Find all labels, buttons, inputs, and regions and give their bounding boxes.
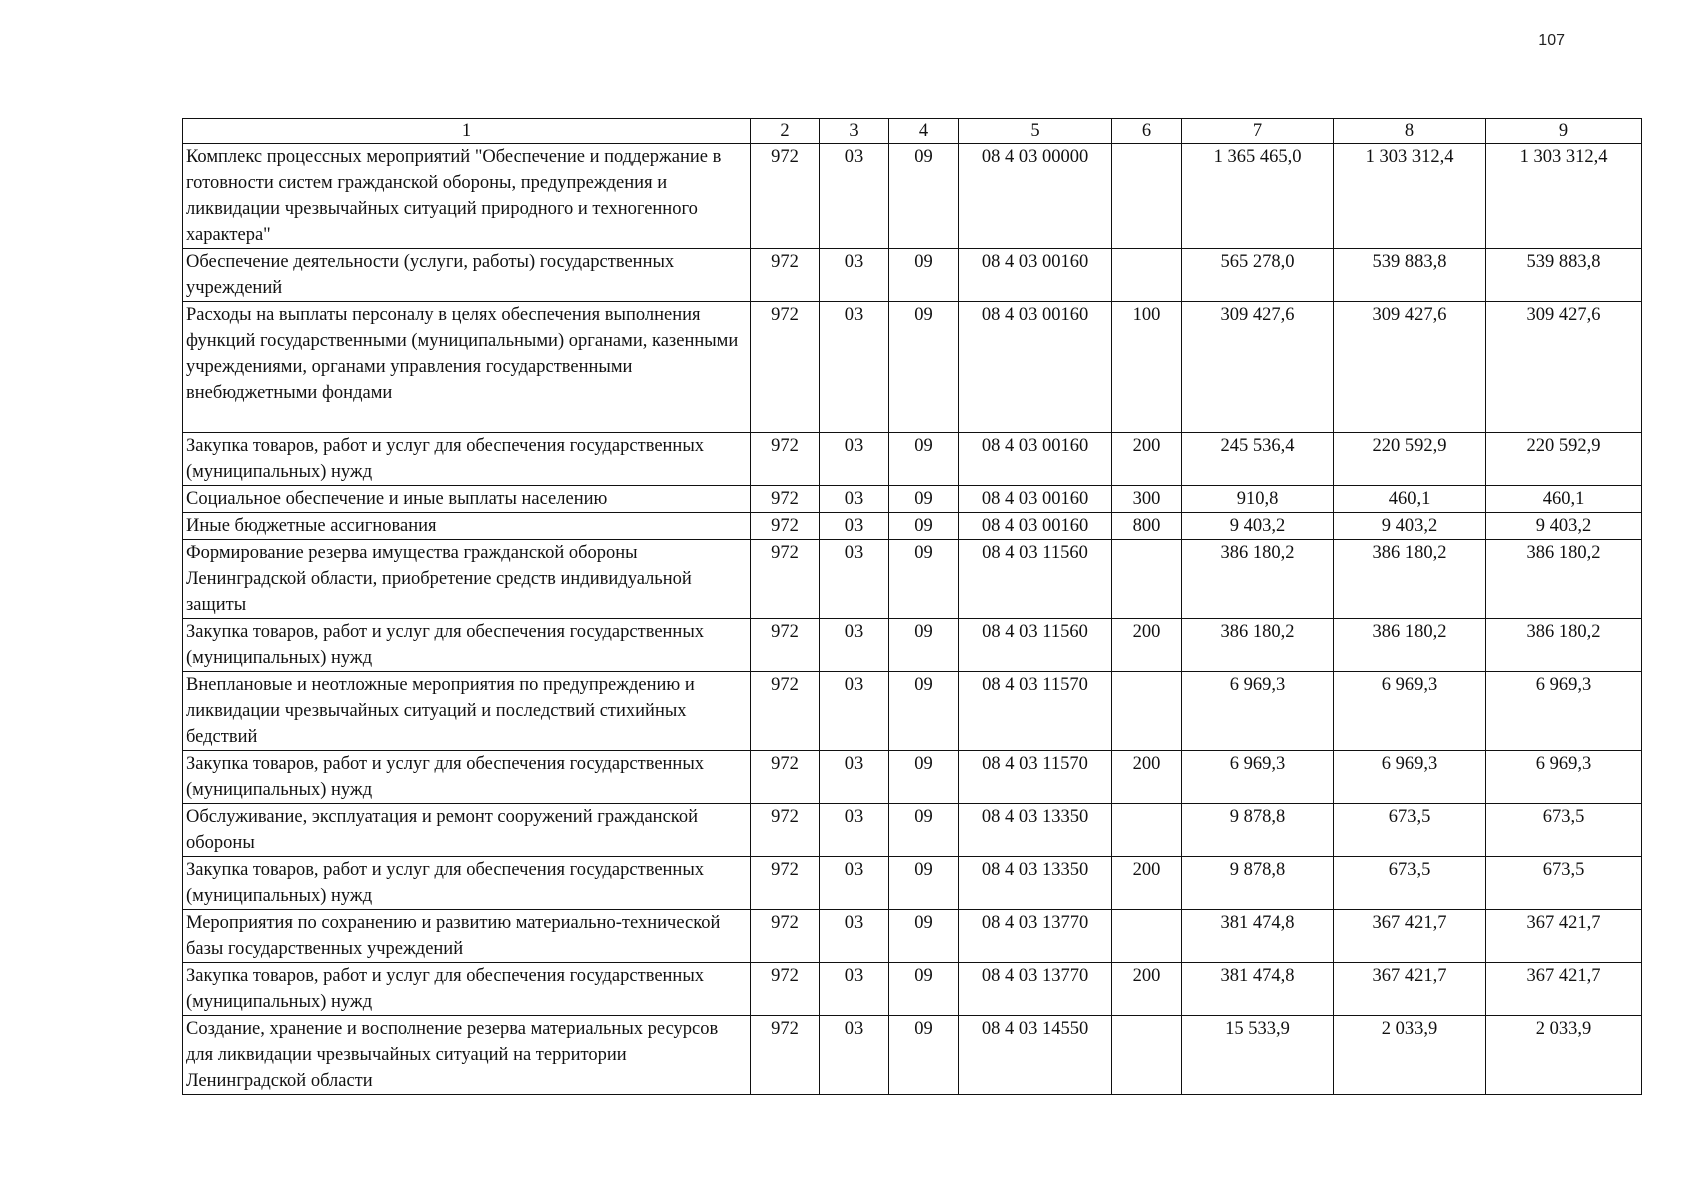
row-code-cell: 972 [751, 963, 820, 1016]
row-value-cell: 9 878,8 [1182, 804, 1334, 857]
header-cell: 8 [1334, 119, 1486, 144]
header-cell: 1 [183, 119, 751, 144]
row-name-cell: Формирование резерва имущества гражданской обороны Ленинградской области, приобретение средств индивидуальной защиты [183, 540, 751, 619]
row-value-cell: 6 969,3 [1334, 672, 1486, 751]
header-row [183, 119, 1642, 144]
row-expense-type-cell [1112, 144, 1182, 249]
row-code-cell: 972 [751, 302, 820, 433]
row-subsection-cell: 09 [889, 302, 959, 433]
row-name-cell: Обслуживание, эксплуатация и ремонт сооружений гражданской обороны [183, 804, 751, 857]
budget-table [182, 118, 1642, 1095]
table-row [183, 1016, 1642, 1095]
row-section-cell: 03 [820, 751, 889, 804]
row-value-cell: 673,5 [1334, 804, 1486, 857]
row-value-cell: 2 033,9 [1486, 1016, 1642, 1095]
table-row [183, 486, 1642, 513]
header-cell: 4 [889, 119, 959, 144]
table-row [183, 619, 1642, 672]
row-value-cell: 15 533,9 [1182, 1016, 1334, 1095]
row-subsection-cell: 09 [889, 751, 959, 804]
row-value-cell: 1 303 312,4 [1486, 144, 1642, 249]
row-value-cell: 367 421,7 [1486, 963, 1642, 1016]
row-value-cell: 381 474,8 [1182, 963, 1334, 1016]
row-subsection-cell: 09 [889, 433, 959, 486]
row-target-article-cell: 08 4 03 11560 [959, 619, 1112, 672]
row-value-cell: 9 403,2 [1334, 513, 1486, 540]
row-target-article-cell: 08 4 03 11560 [959, 540, 1112, 619]
row-subsection-cell: 09 [889, 249, 959, 302]
row-value-cell: 220 592,9 [1334, 433, 1486, 486]
row-value-cell: 245 536,4 [1182, 433, 1334, 486]
row-target-article-cell: 08 4 03 00160 [959, 513, 1112, 540]
row-value-cell: 910,8 [1182, 486, 1334, 513]
row-name-cell: Закупка товаров, работ и услуг для обеспечения государственных (муниципальных) нужд [183, 963, 751, 1016]
table-row [183, 540, 1642, 619]
row-name-cell: Обеспечение деятельности (услуги, работы) государственных учреждений [183, 249, 751, 302]
table-body [183, 119, 1642, 1095]
row-target-article-cell: 08 4 03 00000 [959, 144, 1112, 249]
row-value-cell: 2 033,9 [1334, 1016, 1486, 1095]
page-number: 107 [1538, 32, 1565, 49]
row-subsection-cell: 09 [889, 804, 959, 857]
row-name-cell: Создание, хранение и восполнение резерва материальных ресурсов для ликвидации чрезвычайных ситуаций на территории Ленинградской области [183, 1016, 751, 1095]
row-target-article-cell: 08 4 03 00160 [959, 486, 1112, 513]
row-code-cell: 972 [751, 1016, 820, 1095]
row-value-cell: 9 403,2 [1486, 513, 1642, 540]
row-subsection-cell: 09 [889, 486, 959, 513]
row-section-cell: 03 [820, 672, 889, 751]
row-value-cell: 386 180,2 [1486, 540, 1642, 619]
row-value-cell: 460,1 [1486, 486, 1642, 513]
table-row [183, 433, 1642, 486]
row-name-cell: Комплекс процессных мероприятий "Обеспечение и поддержание в готовности систем гражданской обороны, предупреждения и ликвидации чрезвычайных ситуаций природного и техногенного характера" [183, 144, 751, 249]
row-target-article-cell: 08 4 03 13770 [959, 963, 1112, 1016]
row-name-cell: Мероприятия по сохранению и развитию материально-технической базы государственных учреждений [183, 910, 751, 963]
row-value-cell: 1 303 312,4 [1334, 144, 1486, 249]
row-target-article-cell: 08 4 03 13350 [959, 857, 1112, 910]
table-row [183, 804, 1642, 857]
row-value-cell: 9 403,2 [1182, 513, 1334, 540]
row-section-cell: 03 [820, 804, 889, 857]
row-value-cell: 367 421,7 [1334, 910, 1486, 963]
row-value-cell: 386 180,2 [1182, 540, 1334, 619]
row-expense-type-cell [1112, 540, 1182, 619]
row-name-cell: Расходы на выплаты персоналу в целях обеспечения выполнения функций государственными (муниципальными) органами, казенными учреждениями, органами управления государственными внебюджетными фондами [183, 302, 751, 433]
row-expense-type-cell: 800 [1112, 513, 1182, 540]
row-target-article-cell: 08 4 03 00160 [959, 433, 1112, 486]
row-name-cell: Закупка товаров, работ и услуг для обеспечения государственных (муниципальных) нужд [183, 619, 751, 672]
row-target-article-cell: 08 4 03 11570 [959, 751, 1112, 804]
row-name-cell: Закупка товаров, работ и услуг для обеспечения государственных (муниципальных) нужд [183, 433, 751, 486]
row-section-cell: 03 [820, 1016, 889, 1095]
row-expense-type-cell: 200 [1112, 857, 1182, 910]
row-code-cell: 972 [751, 513, 820, 540]
row-value-cell: 539 883,8 [1486, 249, 1642, 302]
row-subsection-cell: 09 [889, 857, 959, 910]
row-section-cell: 03 [820, 249, 889, 302]
row-expense-type-cell: 100 [1112, 302, 1182, 433]
row-value-cell: 1 365 465,0 [1182, 144, 1334, 249]
row-section-cell: 03 [820, 433, 889, 486]
row-value-cell: 565 278,0 [1182, 249, 1334, 302]
row-target-article-cell: 08 4 03 11570 [959, 672, 1112, 751]
row-subsection-cell: 09 [889, 540, 959, 619]
row-value-cell: 9 878,8 [1182, 857, 1334, 910]
row-subsection-cell: 09 [889, 619, 959, 672]
row-name-cell: Закупка товаров, работ и услуг для обеспечения государственных (муниципальных) нужд [183, 857, 751, 910]
header-cell: 3 [820, 119, 889, 144]
row-name-cell: Иные бюджетные ассигнования [183, 513, 751, 540]
row-value-cell: 386 180,2 [1334, 619, 1486, 672]
row-code-cell: 972 [751, 540, 820, 619]
row-name-cell: Внеплановые и неотложные мероприятия по предупреждению и ликвидации чрезвычайных ситуаций и последствий стихийных бедствий [183, 672, 751, 751]
row-value-cell: 386 180,2 [1182, 619, 1334, 672]
row-expense-type-cell [1112, 1016, 1182, 1095]
row-code-cell: 972 [751, 249, 820, 302]
table-row [183, 302, 1642, 433]
row-section-cell: 03 [820, 486, 889, 513]
row-section-cell: 03 [820, 910, 889, 963]
row-name-cell: Социальное обеспечение и иные выплаты населению [183, 486, 751, 513]
row-expense-type-cell: 200 [1112, 619, 1182, 672]
row-section-cell: 03 [820, 619, 889, 672]
row-expense-type-cell: 200 [1112, 433, 1182, 486]
row-target-article-cell: 08 4 03 00160 [959, 249, 1112, 302]
table-row [183, 144, 1642, 249]
table-row [183, 249, 1642, 302]
row-code-cell: 972 [751, 433, 820, 486]
row-section-cell: 03 [820, 857, 889, 910]
header-cell: 9 [1486, 119, 1642, 144]
row-value-cell: 309 427,6 [1334, 302, 1486, 433]
row-value-cell: 367 421,7 [1486, 910, 1642, 963]
row-code-cell: 972 [751, 144, 820, 249]
row-value-cell: 6 969,3 [1334, 751, 1486, 804]
table-row [183, 857, 1642, 910]
row-value-cell: 6 969,3 [1182, 672, 1334, 751]
row-value-cell: 673,5 [1486, 804, 1642, 857]
row-value-cell: 6 969,3 [1182, 751, 1334, 804]
row-subsection-cell: 09 [889, 963, 959, 1016]
header-cell: 6 [1112, 119, 1182, 144]
row-subsection-cell: 09 [889, 1016, 959, 1095]
row-target-article-cell: 08 4 03 14550 [959, 1016, 1112, 1095]
row-target-article-cell: 08 4 03 13770 [959, 910, 1112, 963]
table-row [183, 910, 1642, 963]
row-expense-type-cell [1112, 804, 1182, 857]
header-cell: 2 [751, 119, 820, 144]
row-expense-type-cell [1112, 910, 1182, 963]
row-expense-type-cell [1112, 249, 1182, 302]
row-code-cell: 972 [751, 910, 820, 963]
row-target-article-cell: 08 4 03 00160 [959, 302, 1112, 433]
row-code-cell: 972 [751, 804, 820, 857]
table-row [183, 751, 1642, 804]
row-section-cell: 03 [820, 540, 889, 619]
row-value-cell: 367 421,7 [1334, 963, 1486, 1016]
row-section-cell: 03 [820, 302, 889, 433]
row-value-cell: 460,1 [1334, 486, 1486, 513]
row-name-cell: Закупка товаров, работ и услуг для обеспечения государственных (муниципальных) нужд [183, 751, 751, 804]
row-value-cell: 539 883,8 [1334, 249, 1486, 302]
table-row [183, 513, 1642, 540]
header-cell: 5 [959, 119, 1112, 144]
row-value-cell: 309 427,6 [1486, 302, 1642, 433]
row-subsection-cell: 09 [889, 513, 959, 540]
header-cell: 7 [1182, 119, 1334, 144]
row-value-cell: 220 592,9 [1486, 433, 1642, 486]
row-code-cell: 972 [751, 672, 820, 751]
row-section-cell: 03 [820, 963, 889, 1016]
row-subsection-cell: 09 [889, 672, 959, 751]
row-value-cell: 673,5 [1486, 857, 1642, 910]
row-expense-type-cell: 300 [1112, 486, 1182, 513]
row-subsection-cell: 09 [889, 144, 959, 249]
row-value-cell: 309 427,6 [1182, 302, 1334, 433]
table-row [183, 963, 1642, 1016]
row-value-cell: 381 474,8 [1182, 910, 1334, 963]
row-value-cell: 673,5 [1334, 857, 1486, 910]
table-row [183, 672, 1642, 751]
row-expense-type-cell: 200 [1112, 751, 1182, 804]
row-value-cell: 386 180,2 [1486, 619, 1642, 672]
row-value-cell: 386 180,2 [1334, 540, 1486, 619]
row-expense-type-cell [1112, 672, 1182, 751]
row-value-cell: 6 969,3 [1486, 751, 1642, 804]
row-code-cell: 972 [751, 486, 820, 513]
row-expense-type-cell: 200 [1112, 963, 1182, 1016]
row-code-cell: 972 [751, 857, 820, 910]
row-code-cell: 972 [751, 751, 820, 804]
row-value-cell: 6 969,3 [1486, 672, 1642, 751]
row-target-article-cell: 08 4 03 13350 [959, 804, 1112, 857]
row-code-cell: 972 [751, 619, 820, 672]
row-section-cell: 03 [820, 513, 889, 540]
row-section-cell: 03 [820, 144, 889, 249]
row-subsection-cell: 09 [889, 910, 959, 963]
